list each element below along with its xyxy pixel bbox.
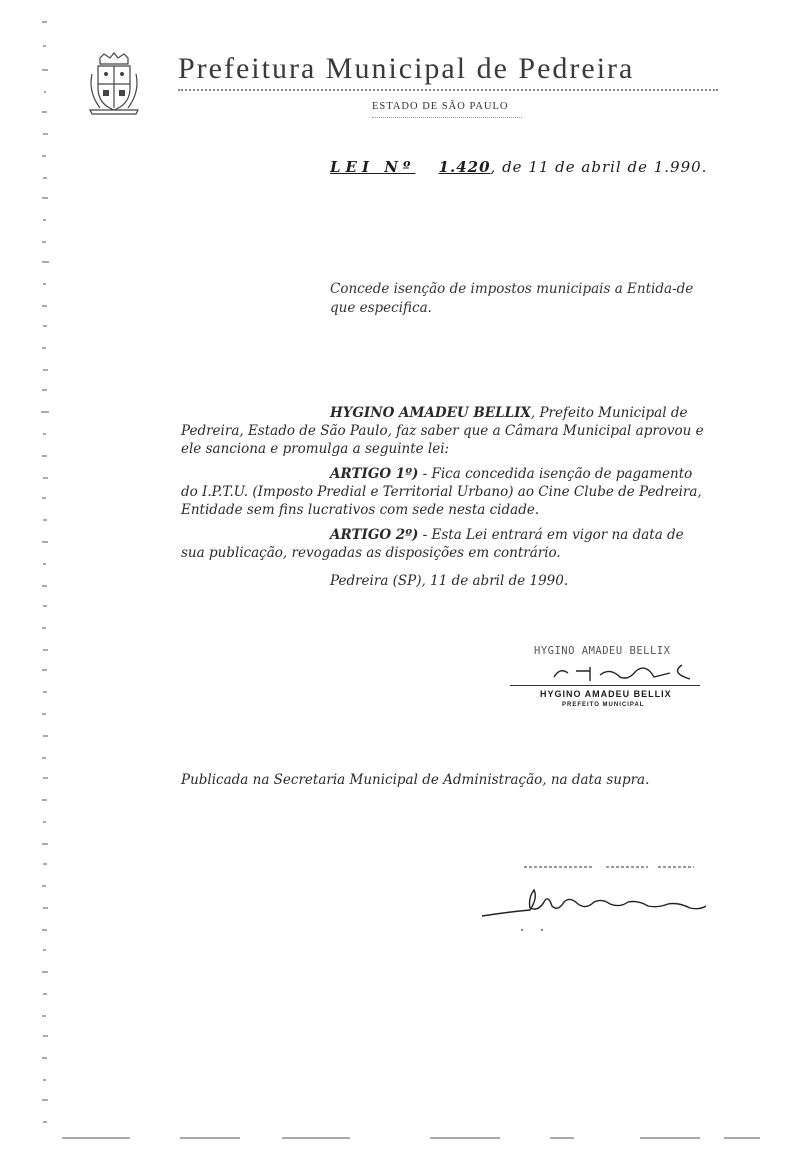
law-summary: Concede isenção de impostos municipais a Entida-de que especifica. (330, 281, 694, 316)
mayor-printed-name: HYGINO AMADEU BELLIX (540, 689, 672, 699)
mayor-signature-line (510, 685, 700, 686)
law-date: , de 11 de abril de 1.990. (490, 158, 708, 176)
place-date: Pedreira (SP), 11 de abril de 1990. (330, 573, 569, 589)
article-2-text: - Esta Lei entrará em vigor na data de sua publicação, revogadas as disposições em contrário. (181, 527, 684, 561)
secretary-stamp-icon (524, 862, 694, 872)
state-rule (372, 117, 522, 118)
municipal-crest-icon (86, 52, 142, 116)
mayor-stamp: HYGINO AMADEU BELLIX (534, 645, 671, 657)
law-number: 1.420 (438, 158, 491, 176)
preamble-text: , Prefeito Municipal de Pedreira, Estado de São Paulo, faz saber que a Câmara Municipal aprovou e ele sanciona e promulga a seguinte lei: (181, 405, 704, 457)
bottom-rules (0, 1134, 800, 1144)
publication-note: Publicada na Secretaria Municipal de Administração, na data supra. (181, 772, 650, 788)
letterhead-title: Prefeitura Municipal de Pedreira (178, 52, 635, 85)
law-label: LEI Nº (330, 158, 416, 176)
letterhead-state: ESTADO DE SÃO PAULO (372, 101, 509, 112)
preamble-paragraph (181, 404, 711, 458)
mayor-role: PREFEITO MUNICIPAL (562, 702, 645, 708)
law-heading (330, 158, 707, 176)
left-margin-marks (40, 0, 60, 1154)
mayor-name: HYGINO AMADEU BELLIX (330, 405, 531, 421)
secretary-signature-block (478, 858, 718, 938)
article-1-text: - Fica concedida isenção de pagamento do I.P.T.U. (Imposto Predial e Territorial Urbano) ao Cine Clube de Pedreira, Entidade sem fins lucrativos com sede nesta cidade. (181, 466, 702, 518)
mayor-signature-icon (550, 659, 700, 685)
letterhead-rule (178, 89, 718, 91)
article-1-label: ARTIGO 1º) (330, 466, 419, 482)
article-2 (181, 526, 711, 562)
secretary-signature-icon (478, 872, 718, 932)
mayor-signature-block (510, 645, 710, 715)
article-2-label: ARTIGO 2º) (330, 527, 419, 543)
article-1 (181, 465, 711, 519)
